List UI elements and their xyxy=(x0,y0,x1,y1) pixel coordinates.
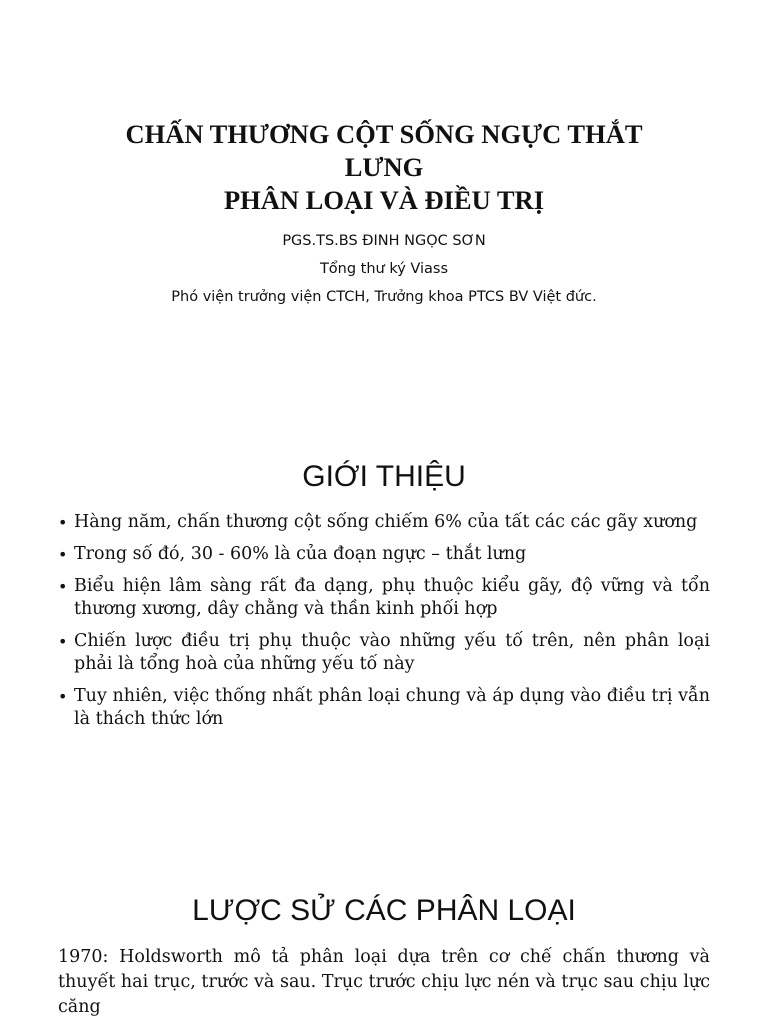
bullet-icon: • xyxy=(58,513,68,532)
intro-slide xyxy=(0,455,768,740)
author-role: Tổng thư ký Viass xyxy=(319,261,449,277)
title-slide xyxy=(0,118,768,311)
bullet-icon: • xyxy=(58,632,68,651)
title-line: PHÂN LOẠI VÀ ĐIỀU TRỊ xyxy=(223,185,545,215)
bullet-icon: • xyxy=(58,577,68,596)
author-name: PGS.TS.BS ĐINH NGỌC SƠN xyxy=(282,233,486,249)
author-info xyxy=(0,227,768,311)
bullet-text: Hàng năm, chấn thương cột sống chiếm 6% của tất các các gãy xương xyxy=(74,512,698,532)
history-paragraph: 1970: Holdsworth mô tả phân loại dựa trên cơ chế chấn thương và thuyết hai trục, trước và sau. Trục trước chịu lực nén và trục sau chịu lực căng xyxy=(58,947,710,1017)
bullet-text: Tuy nhiên, việc thống nhất phân loại chung và áp dụng vào điều trị vẫn là thách thức lớn xyxy=(74,686,710,729)
title-line: LƯNG xyxy=(344,152,424,182)
history-slide xyxy=(0,889,768,1020)
bullet-text: Biểu hiện lâm sàng rất đa dạng, phụ thuộc kiểu gãy, độ vững và tổn thương xương, dây chằng và thần kinh phối hợp xyxy=(74,576,710,619)
title-line: CHẤN THƯƠNG CỘT SỐNG NGỰC THẮT xyxy=(125,119,643,149)
bullet-text: Trong số đó, 30 - 60% là của đoạn ngực – thắt lưng xyxy=(74,544,527,564)
bullet-icon: • xyxy=(58,687,68,706)
list-item xyxy=(58,685,710,731)
list-item xyxy=(58,630,710,676)
presentation-title xyxy=(64,118,704,217)
bullet-icon: • xyxy=(58,545,68,564)
list-item xyxy=(58,511,710,534)
bullet-text: Chiến lược điều trị phụ thuộc vào những yếu tố trên, nên phân loại phải là tổng hoà của những yếu tố này xyxy=(74,631,710,674)
history-heading: LƯỢC SỬ CÁC PHÂN LOẠI xyxy=(192,894,576,927)
intro-bullet-list xyxy=(0,511,768,731)
author-affiliation: Phó viện trưởng viện CTCH, Trưởng khoa PTCS BV Việt đức. xyxy=(171,289,597,305)
intro-heading: GIỚI THIỆU xyxy=(302,460,466,493)
list-item xyxy=(58,543,710,566)
list-item xyxy=(58,575,710,621)
